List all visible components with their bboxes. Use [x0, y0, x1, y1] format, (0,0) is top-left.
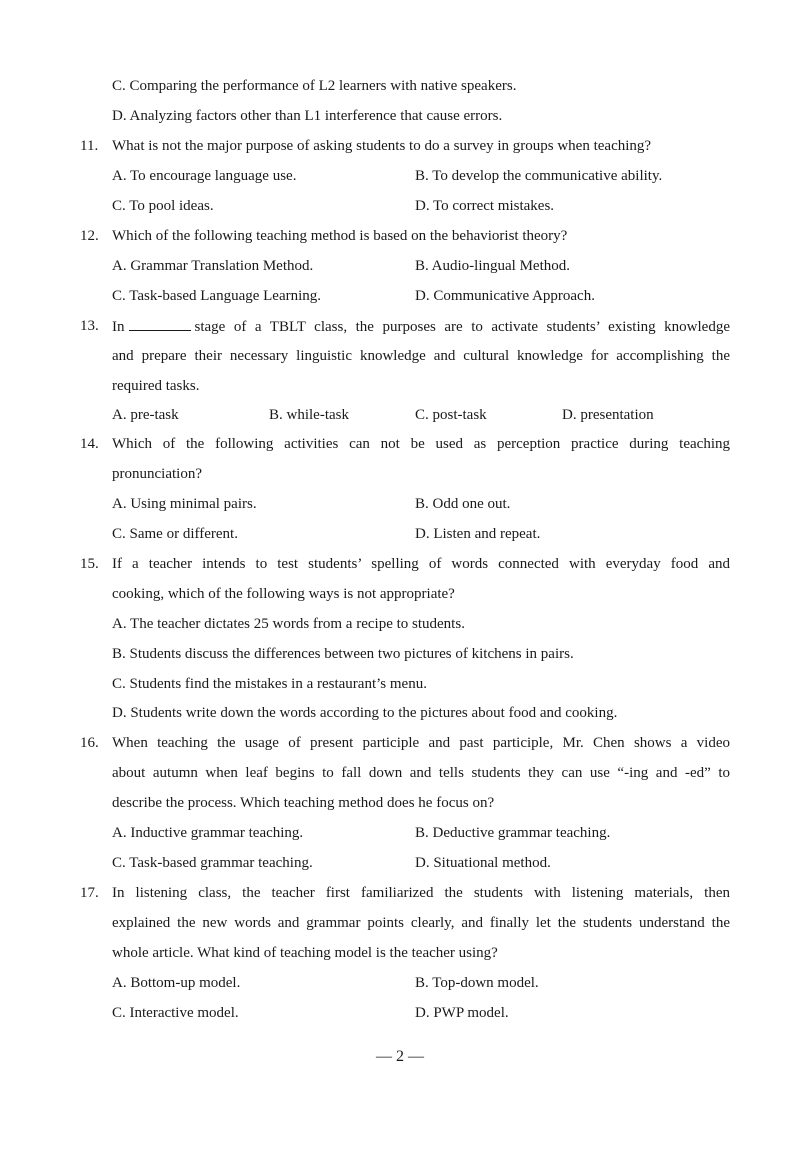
question-text: When teaching the usage of present participle and past participle, Mr. Chen shows a video	[112, 735, 730, 751]
option-d: D. Situational method.	[415, 855, 551, 871]
option-b: B. Deductive grammar teaching.	[415, 825, 611, 841]
option-b: B. Audio-lingual Method.	[415, 258, 570, 274]
option-d: D. Listen and repeat.	[415, 526, 541, 542]
question-text-continued: cooking, which of the following ways is not appropriate?	[112, 586, 455, 602]
option-b: B. while-task	[269, 407, 349, 423]
option-d: D. Communicative Approach.	[415, 288, 595, 304]
option-d: D. Analyzing factors other than L1 interference that cause errors.	[112, 108, 503, 124]
question-number: 15.	[80, 556, 99, 572]
option-b: B. To develop the communicative ability.	[415, 168, 663, 184]
question-number: 13.	[80, 318, 99, 334]
option-a: A. To encourage language use.	[112, 168, 297, 184]
question-text-continued: whole article. What kind of teaching model is the teacher using?	[112, 945, 498, 961]
option-a: A. Using minimal pairs.	[112, 496, 257, 512]
question-number: 14.	[80, 436, 99, 452]
question-number: 17.	[80, 885, 99, 901]
option-a: A. Inductive grammar teaching.	[112, 825, 304, 841]
question-text: Which of the following teaching method is based on the behaviorist theory?	[112, 228, 568, 244]
option-a: A. The teacher dictates 25 words from a recipe to students.	[112, 616, 465, 632]
option-a: A. Grammar Translation Method.	[112, 258, 314, 274]
question-text: What is not the major purpose of asking students to do a survey in groups when teaching?	[112, 138, 652, 154]
question-text: If a teacher intends to test students’ spelling of words connected with everyday food and	[112, 556, 730, 572]
question-text-continued: explained the new words and grammar points clearly, and finally let the students understand the	[112, 915, 730, 931]
question-text-continued: describe the process. Which teaching method does he focus on?	[112, 795, 495, 811]
option-c: C. Task-based Language Learning.	[112, 288, 322, 304]
option-c: C. To pool ideas.	[112, 198, 214, 214]
question-text-continued: and prepare their necessary linguistic knowledge and cultural knowledge for accomplishing the	[112, 348, 730, 364]
option-c: C. Same or different.	[112, 526, 238, 542]
option-c: C. Interactive model.	[112, 1005, 239, 1021]
option-b: B. Students discuss the differences between two pictures of kitchens in pairs.	[112, 646, 574, 662]
option-c: C. Task-based grammar teaching.	[112, 855, 313, 871]
answer-blank	[129, 316, 191, 331]
question-number: 11.	[80, 138, 99, 154]
question-number: 16.	[80, 735, 99, 751]
question-text-continued: about autumn when leaf begins to fall down and tells students they can use “-ing and -ed” to	[112, 765, 730, 781]
option-b: B. Top-down model.	[415, 975, 539, 991]
option-d: D. presentation	[562, 407, 654, 423]
question-number: 12.	[80, 228, 99, 244]
option-a: A. Bottom-up model.	[112, 975, 241, 991]
option-d: D. PWP model.	[415, 1005, 509, 1021]
option-b: B. Odd one out.	[415, 496, 511, 512]
option-c: C. Comparing the performance of L2 learners with native speakers.	[112, 78, 517, 94]
question-text-continued: pronunciation?	[112, 466, 202, 482]
option-c: C. post-task	[415, 407, 487, 423]
option-d: D. To correct mistakes.	[415, 198, 555, 214]
question-text: Which of the following activities can not be used as perception practice during teaching	[112, 436, 730, 452]
page-number: — 2 —	[376, 1048, 424, 1065]
option-d: D. Students write down the words according to the pictures about food and cooking.	[112, 705, 618, 721]
question-text-continued: required tasks.	[112, 378, 200, 394]
option-c: C. Students find the mistakes in a restaurant’s menu.	[112, 676, 427, 692]
option-a: A. pre-task	[112, 407, 179, 423]
question-text: In listening class, the teacher first familiarized the students with listening materials, then	[112, 885, 730, 901]
question-text: In stage of a TBLT class, the purposes are to activate students’ existing knowledge	[112, 316, 730, 337]
